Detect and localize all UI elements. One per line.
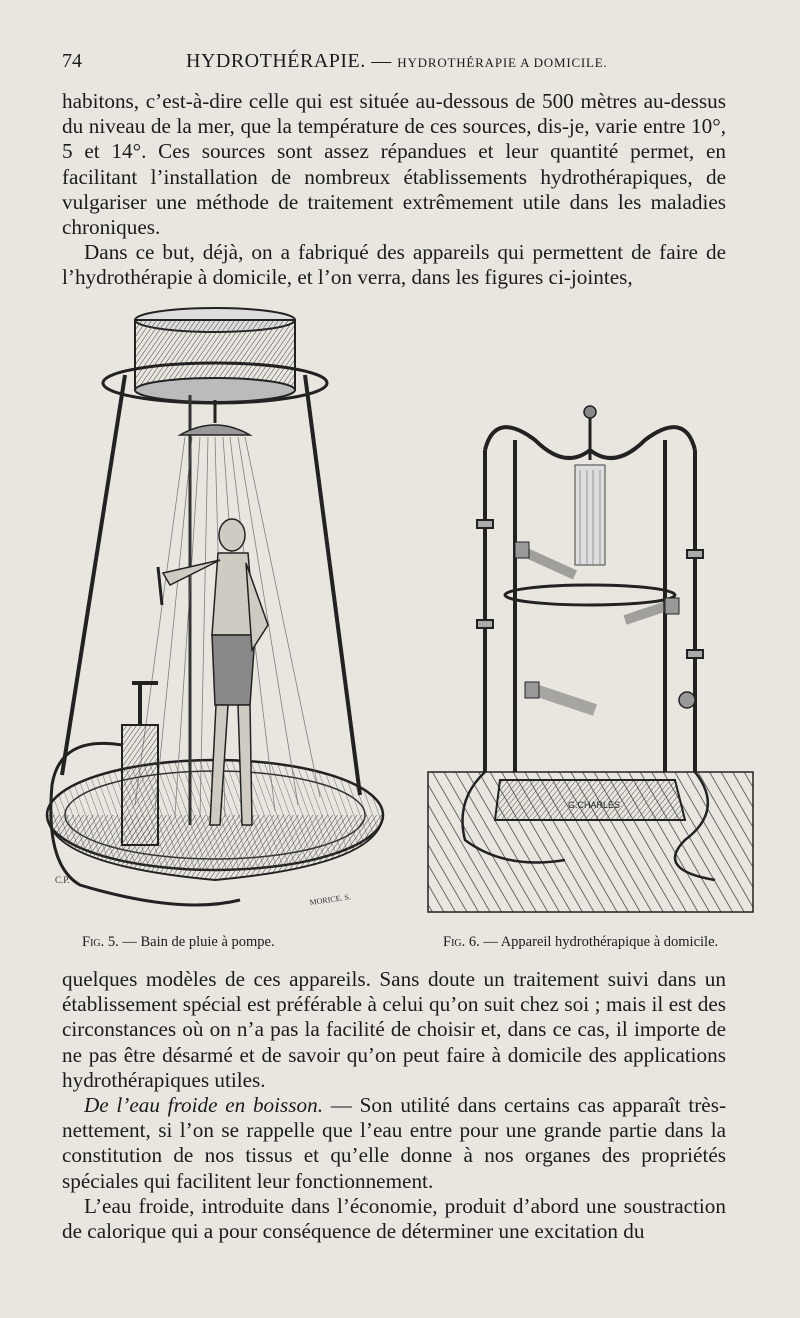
engraver-mark-left: C.P.	[55, 875, 70, 885]
page-number: 74	[62, 50, 82, 72]
paragraph-eau-froide-economie: L’eau froide, introduite dans l’économie, produit d’abord une soustraction de calorique qui a pour conséquence de déterminer une excitation du	[62, 1193, 726, 1244]
engraver-mark-right: MORICE. S.	[309, 892, 352, 907]
running-dash: —	[365, 50, 398, 72]
figure-6-caption	[443, 934, 718, 951]
page-header	[62, 50, 722, 80]
running-title: HYDROTHÉRAPIE.	[186, 50, 366, 72]
figure-6-label: Fig. 6.	[443, 934, 480, 950]
figure-6-illustration	[425, 400, 755, 920]
figure-5-caption	[82, 934, 275, 951]
bottom-text-block	[62, 967, 726, 1244]
paragraph-appareils: Dans ce but, déjà, on a fabriqué des appareils qui permettent de faire de l’hydrothérapie à domicile, et l’on verra, dans les figures ci-jointes,	[62, 240, 726, 290]
section-body: Son utilité dans certains cas apparaît très-nettement, si l’on se rappelle que l’eau entre pour une grande partie dans la constitution de nos tissus et qu’elle donne à nos organes des propriétés spéciales qui facilitent leur fonctionnement.	[62, 1093, 727, 1193]
paragraph-modeles: quelques modèles de ces appareils. Sans doute un traitement suivi dans un établissement spécial est préférable à celui qu’on suit chez soi ; mais il est des circonstances où on n’a pas la facilité de choisir et, dans ce cas, il importe de ne pas être désarmé et de savoir qu’on peut faire à domicile des applications hydrothérapiques utiles.	[62, 967, 726, 1092]
figure-5-dash: —	[118, 934, 141, 950]
running-subtitle: HYDROTHÉRAPIE A DOMICILE.	[397, 55, 608, 70]
section-title-eau-froide: De l’eau froide en boisson.	[84, 1093, 323, 1118]
maker-mark: G.CHARLES	[568, 800, 621, 810]
figure-5-caption-text: Bain de pluie à pompe.	[140, 934, 275, 950]
figure-5-label: Fig. 5.	[82, 934, 119, 950]
section-dash: —	[323, 1093, 360, 1118]
running-head	[186, 50, 608, 73]
paragraph-eau-froide-boisson	[62, 1093, 726, 1194]
paragraph-continued: habitons, c’est-à-dire celle qui est située au-dessous de 500 mètres au-dessus du niveau de la mer, que la température de ces sources, dis-je, varie entre 10°, 5 et 14°. Ces sources sont assez répandues et leur quantité permet, en facilitant l’installation de nombreux établissements hydrothérapiques, de vulgariser une méthode de traitement extrêmement utile dans les maladies chroniques.	[62, 89, 726, 240]
figure-5-illustration	[40, 305, 390, 915]
figure-6-caption-text: Appareil hydrothérapique à domicile.	[500, 934, 719, 950]
figure-6-dash: —	[479, 934, 501, 950]
top-text-block	[62, 89, 726, 291]
